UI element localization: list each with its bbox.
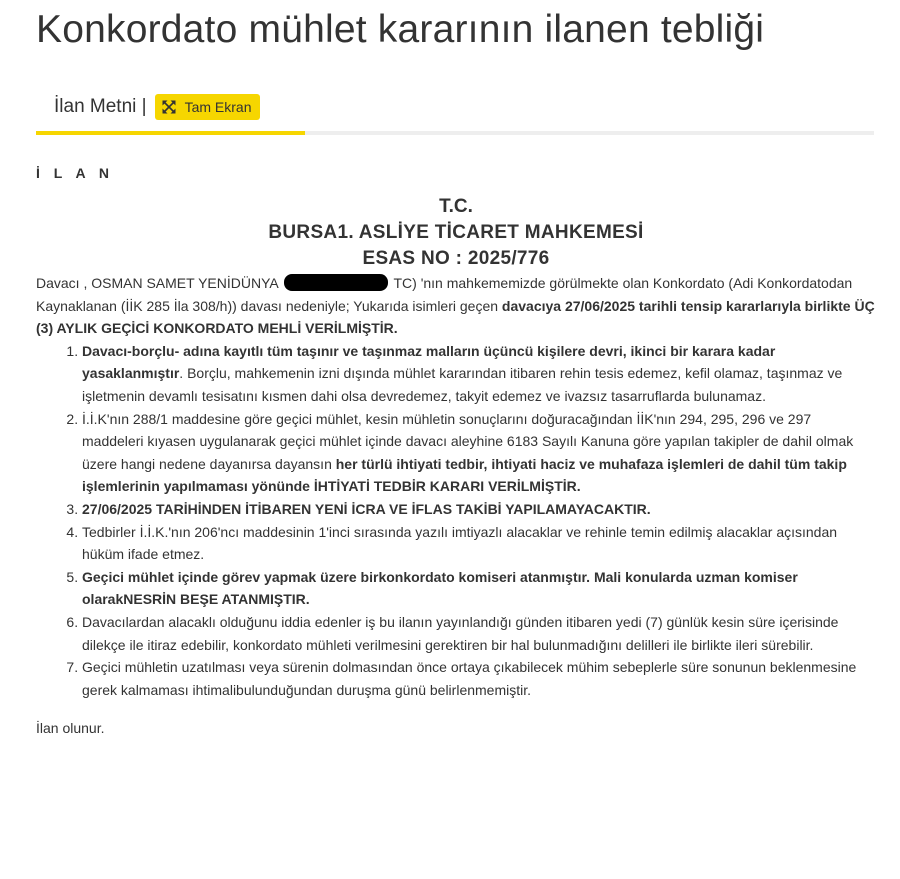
case-number: ESAS NO : 2025/776 <box>362 248 550 269</box>
tab-row <box>54 94 260 120</box>
expand-arrows-icon <box>162 100 176 114</box>
item-text: İ.İ.K'nın 288/1 maddesine göre geçici mühlet, kesin mühletin sonuçlarını doğuracağından İİK'nın 294, 295, 296 ve 297 maddeleri kıyasen uygulanarak geçici mühlet içinde davacı aleyhine 6183 Sayılı Kanuna göre yapılan takipler de dahil olmak üzere hangi nedene dayanırsa dayansın <box>82 410 854 472</box>
tc-heading: T.C. <box>439 196 473 217</box>
notice-content <box>36 164 876 740</box>
item-bold: Geçici mühlet içinde görev yapmak üzere birkonkordato komiseri atanmıştır. Mali konularda uzman komiser olarakNESRİN BEŞE ATANMIŞTIR. <box>82 568 798 608</box>
list-item <box>82 566 876 611</box>
decision-list <box>36 340 876 702</box>
list-item <box>82 340 876 408</box>
intro-paragraph <box>36 272 876 340</box>
item-text: Geçici mühletin uzatılması veya sürenin dolmasından önce ortaya çıkabilecek mühim sebeplerle süre sonunun beklenmesine gerek kalmaması ihtimalibulunduğundan duruşma günü belirlenmemiştir. <box>82 659 857 698</box>
list-item <box>82 498 876 521</box>
court-name: BURSA1. ASLİYE TİCARET MAHKEMESİ <box>268 222 644 243</box>
item-bold: Davacı-borçlu- adına kayıtlı tüm taşınır ve taşınmaz malların üçüncü kişilere devri, ikinci bir karara kadar yasaklanmıştır <box>82 342 776 382</box>
list-item <box>82 656 876 701</box>
fullscreen-button-label: Tam Ekran <box>184 99 252 115</box>
notice-heading: İ L A N <box>36 165 115 181</box>
closing-text: İlan olunur. <box>36 720 105 737</box>
item-text: . Borçlu, mahkemenin izni dışında mühlet kararından itibaren rehin tesis edemez, kefil olamaz, taşınmaz ve işletmenin devamlı tesisatını kısmen dahi olsa devredemez, takyit edemez ve ivazsız tasarruflarda bulunamaz. <box>82 365 843 404</box>
item-bold: 27/06/2025 TARİHİNDEN İTİBAREN YENİ İCRA VE İFLAS TAKİBİ YAPILAMAYACAKTIR. <box>82 500 651 517</box>
item-text: Davacılardan alacaklı olduğunu iddia edenler iş bu ilanın yayınlandığı günden itibaren yedi (7) günlük kesin süre içerisinde dilekçe ile itiraz edebilir, konkordato mühleti verilmesini gerektiren bir hal bulunmadığını delilleri ile birlikte ileri sürebilir. <box>82 613 839 653</box>
tab-ilan-metni[interactable]: İlan Metni | <box>54 96 147 117</box>
redaction-mark <box>284 274 388 291</box>
tab-active-indicator <box>36 131 305 135</box>
list-item <box>82 521 876 566</box>
intro-bold: davacıya 27/06/2025 tarihli tensip kararlarıyla birlikte ÜÇ (3) AYLIK GEÇİCİ KONKORDATO MEHLİ VERİLMİŞTİR. <box>36 297 875 337</box>
page-title: Konkordato mühlet kararının ilanen tebliği <box>36 8 765 51</box>
fullscreen-button[interactable] <box>155 94 260 120</box>
intro-text-2: TC) 'nın mahkememizde görülmekte olan Konkordato (Adi Konkordatodan Kaynaklanan (İİK 285 İla 308/h)) davası nedeniyle; Yukarıda isimleri geçen <box>36 275 853 314</box>
item-bold: her türlü ihtiyati tedbir, ihtiyati haciz ve muhafaza işlemleri de dahil tüm takip işlemlerinin yapılmaması yönünde İHTİYATİ TEDBİR KARARI VERİLMİŞTİR. <box>82 455 847 495</box>
tab-bar <box>36 88 874 138</box>
item-text: Tedbirler İ.İ.K.'nın 206'ncı maddesinin 1'inci sırasında yazılı imtiyazlı alacaklar ve rehinle temin edilmiş alacaklar açısından hüküm ifade etmez. <box>82 523 838 563</box>
list-item <box>82 611 876 656</box>
intro-text-1: Davacı , OSMAN SAMET YENİDÜNYA <box>36 275 282 291</box>
list-item <box>82 408 876 498</box>
